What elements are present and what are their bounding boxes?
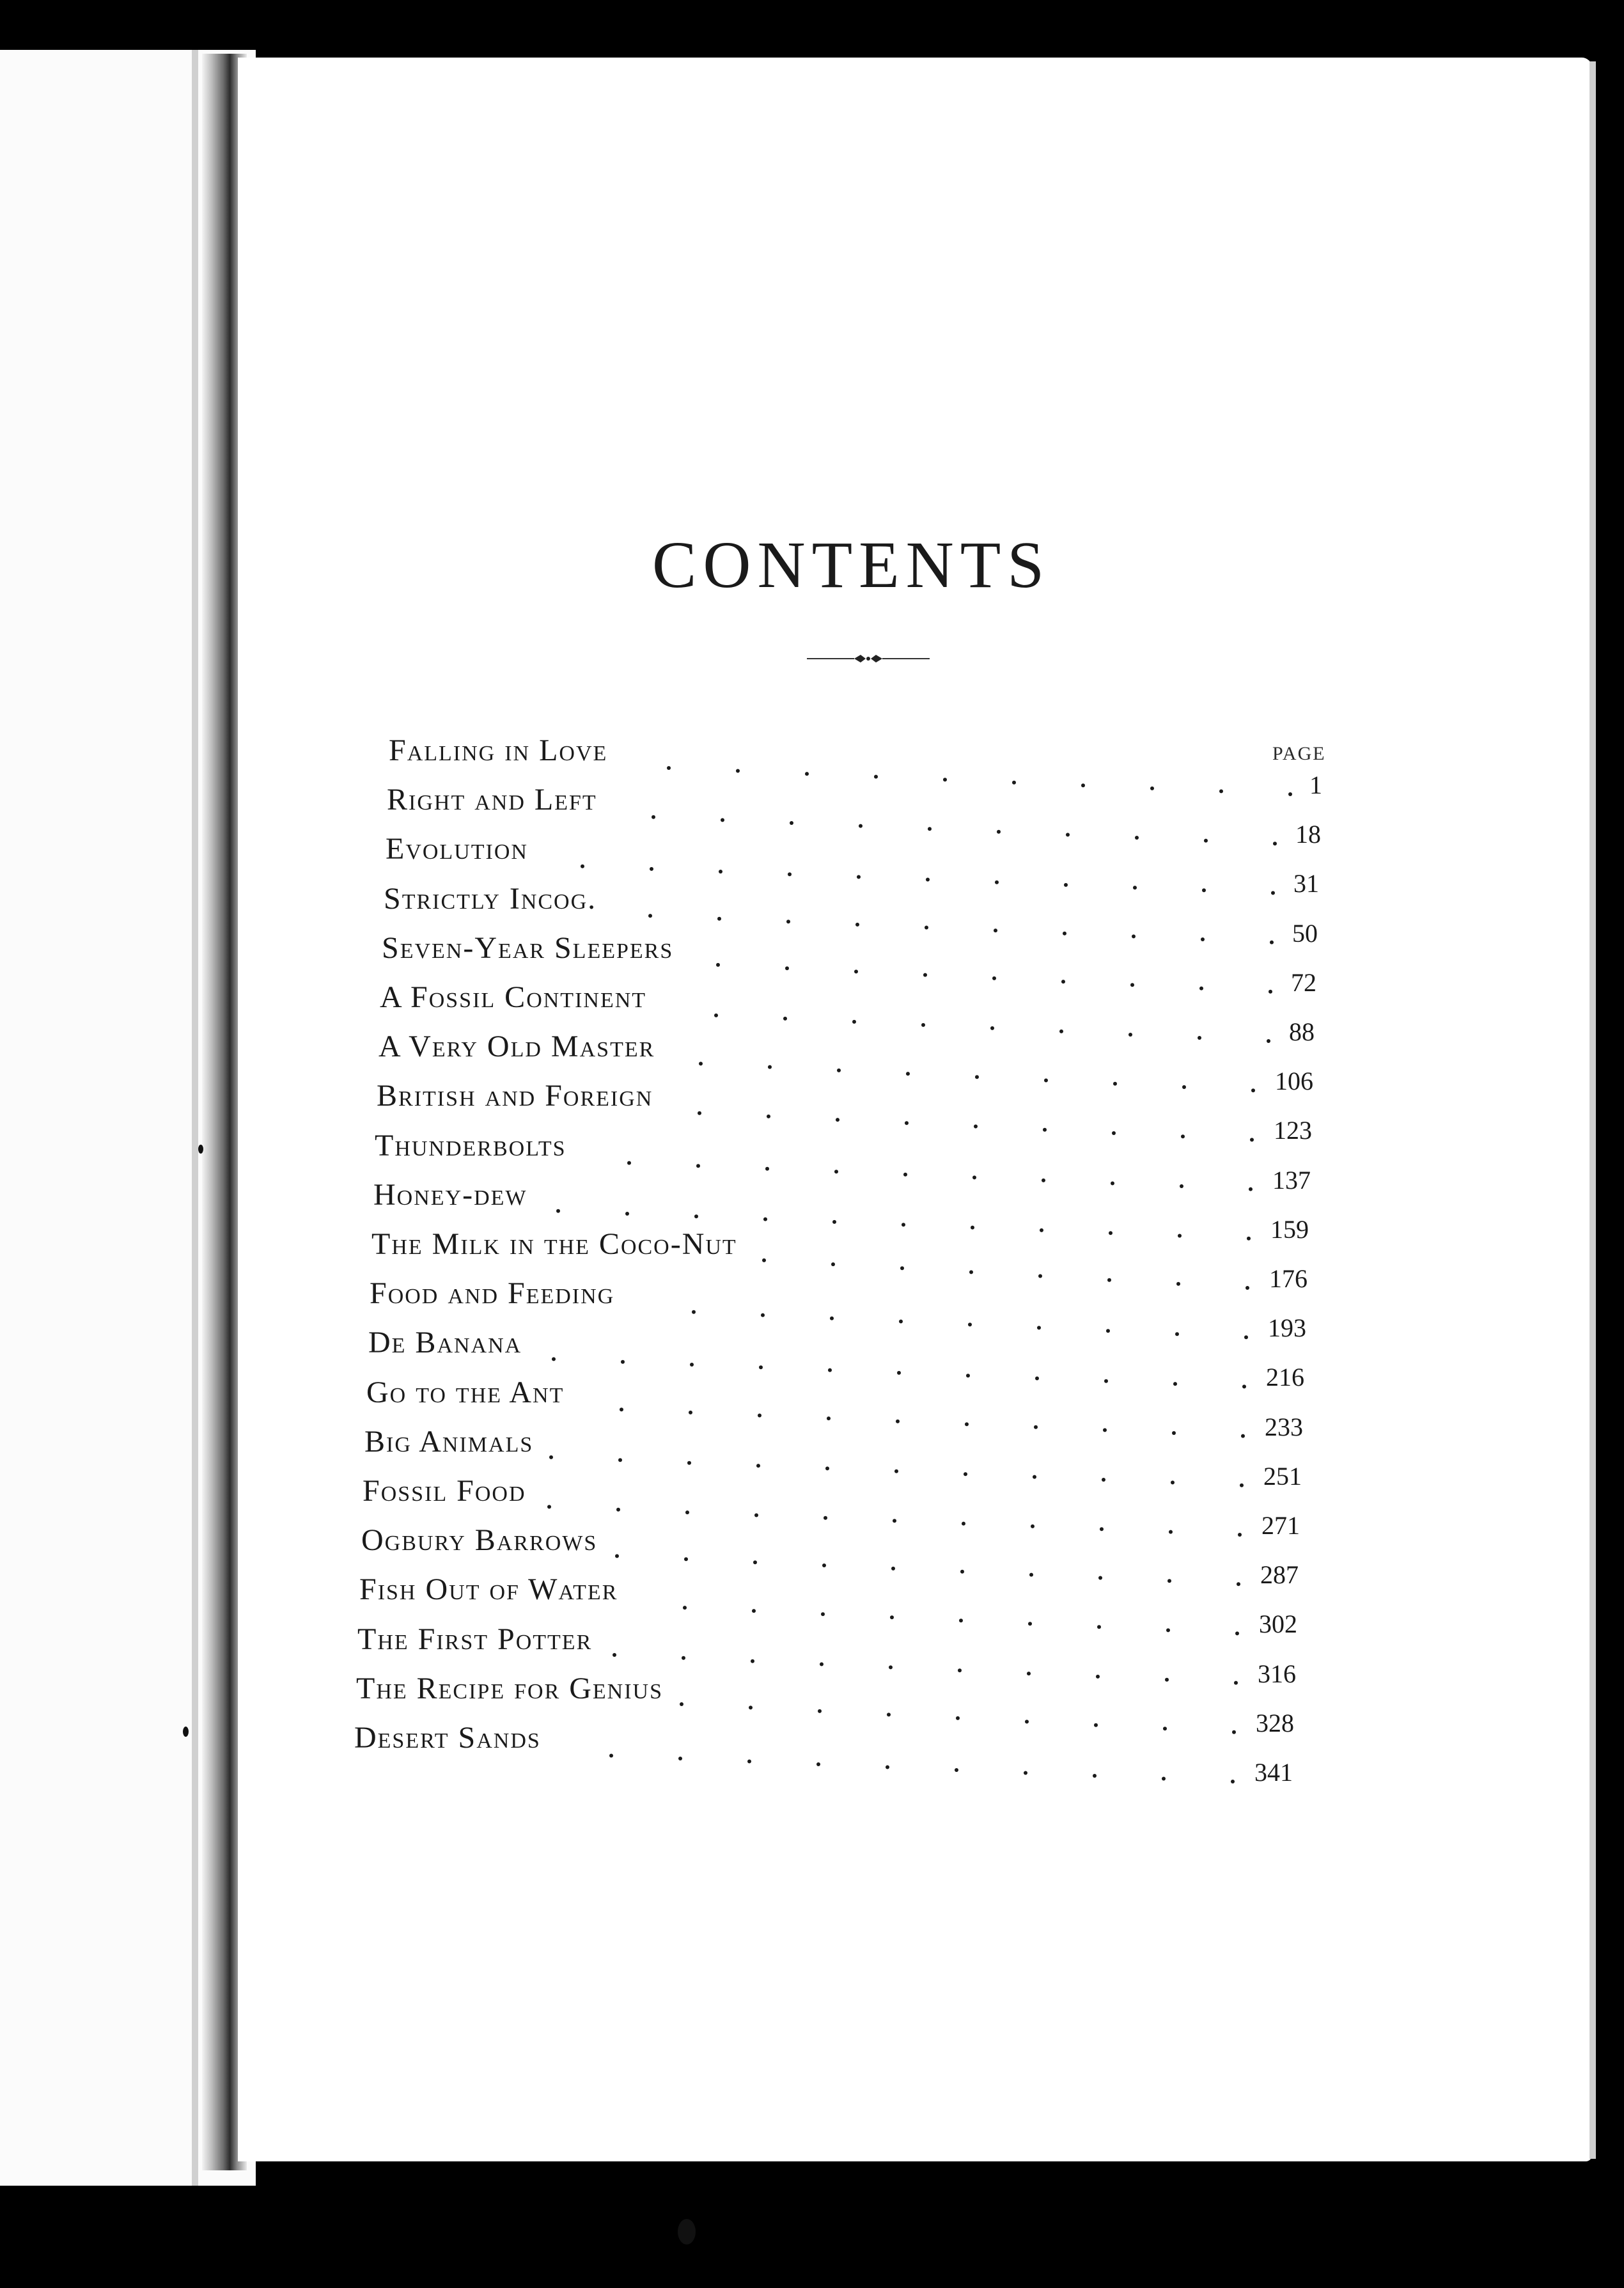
- toc-entry-title: Fish Out of Water: [359, 1572, 618, 1607]
- leader-dot: [1012, 781, 1016, 785]
- leader-dot: [762, 1258, 766, 1262]
- toc-entry-page: 31: [1293, 869, 1319, 898]
- leader-dot: [837, 1069, 841, 1072]
- toc-entry-page: 1: [1309, 771, 1322, 799]
- toc-entry-title: Ogbury Barrows: [361, 1523, 598, 1558]
- leader-dot: [1025, 1720, 1029, 1723]
- leader-dot: [684, 1557, 688, 1561]
- toc-entry-page: 316: [1258, 1659, 1296, 1688]
- leader-dot: [831, 1262, 835, 1266]
- leader-dot: [1107, 1278, 1111, 1282]
- leader-dot: [667, 766, 671, 770]
- toc-entry-page: 18: [1295, 820, 1321, 849]
- leader-dot: [685, 1510, 689, 1514]
- leader-dot: [955, 1768, 958, 1772]
- leader-dot: [896, 1420, 900, 1423]
- leader-dot: [926, 878, 930, 882]
- leader-dot: [972, 1175, 976, 1179]
- leader-dot: [1066, 833, 1070, 836]
- page-title: CONTENTS: [652, 528, 1051, 602]
- leader-dot: [1104, 1379, 1108, 1383]
- toc-entry-page: 341: [1254, 1758, 1293, 1787]
- leader-dot: [652, 815, 655, 819]
- leader-dot: [968, 1322, 972, 1326]
- toc-entry-page: 137: [1272, 1165, 1311, 1195]
- leader-dot: [964, 1472, 967, 1476]
- leader-dot: [965, 1422, 969, 1426]
- leader-dot: [1044, 1079, 1048, 1083]
- toc-entry-title: De Banana: [368, 1326, 522, 1360]
- leader-dot: [621, 1360, 625, 1364]
- leader-dot: [1219, 789, 1223, 793]
- leader-dot: [1181, 1134, 1185, 1138]
- leader-dot: [1163, 1727, 1167, 1730]
- leader-dot: [616, 1508, 620, 1512]
- leader-dot: [736, 769, 740, 773]
- leader-dot: [609, 1754, 613, 1758]
- leader-dot: [905, 1121, 909, 1125]
- toc-entry-page: 176: [1269, 1264, 1308, 1293]
- leader-dot: [854, 969, 858, 973]
- leader-dot: [768, 1065, 772, 1069]
- leader-dot: [1100, 1527, 1104, 1531]
- leader-dot: [678, 1757, 682, 1760]
- leader-dot: [1182, 1085, 1186, 1089]
- toc-dot-leader: [0, 0, 1624, 51]
- leader-dot: [956, 1716, 960, 1720]
- leader-dot: [974, 1125, 978, 1129]
- leader-dot: [680, 1702, 683, 1706]
- leader-dot: [763, 1218, 767, 1221]
- leader-dot: [890, 1615, 894, 1619]
- leader-dot: [759, 1365, 763, 1369]
- leader-dot: [960, 1570, 964, 1574]
- leader-dot: [889, 1665, 893, 1669]
- leader-dot: [997, 830, 1001, 834]
- leader-dot: [943, 778, 947, 781]
- leader-dot: [714, 1014, 718, 1017]
- leader-dot: [1094, 1723, 1098, 1727]
- leader-dot: [893, 1519, 896, 1523]
- leader-dot: [698, 1111, 701, 1115]
- leader-dot: [613, 1653, 616, 1657]
- leader-dot: [754, 1514, 758, 1517]
- leader-dot: [805, 772, 809, 776]
- leader-dot: [696, 1164, 700, 1168]
- leader-dot: [1024, 1771, 1027, 1775]
- leader-dot: [886, 1766, 889, 1769]
- leader-dot: [1097, 1625, 1101, 1629]
- leader-dot: [1029, 1573, 1033, 1577]
- toc-entry-page: 251: [1263, 1461, 1302, 1491]
- leader-dot: [783, 1017, 787, 1021]
- toc-entry-title: A Very Old Master: [379, 1030, 655, 1064]
- toc-entry-title: Falling in Love: [389, 733, 608, 767]
- leader-dot: [994, 929, 997, 932]
- leader-dot: [891, 1567, 895, 1571]
- toc-entry-page: 88: [1289, 1017, 1315, 1046]
- leader-dot: [758, 1414, 761, 1418]
- leader-dot: [1130, 983, 1134, 987]
- leader-dot: [767, 1115, 770, 1118]
- leader-dot: [1102, 1478, 1105, 1482]
- leader-dot: [1204, 839, 1208, 843]
- leader-dot: [821, 1612, 825, 1616]
- leader-dot: [786, 920, 790, 923]
- toc-entry-page: 123: [1274, 1116, 1312, 1145]
- leader-dot: [852, 1020, 856, 1024]
- leader-dot: [822, 1563, 826, 1567]
- leader-dot: [899, 1320, 903, 1324]
- leader-dot: [1031, 1524, 1035, 1528]
- toc-entry-page: 271: [1261, 1511, 1300, 1540]
- leader-dot: [549, 1455, 553, 1459]
- leader-dot: [824, 1516, 827, 1520]
- leader-dot: [1178, 1234, 1182, 1238]
- leader-dot: [1172, 1431, 1176, 1435]
- leader-dot: [857, 875, 861, 879]
- leader-dot: [1109, 1231, 1113, 1235]
- leader-dot: [959, 1618, 963, 1622]
- leader-dot: [1093, 1774, 1097, 1778]
- leader-dot: [627, 1161, 631, 1165]
- leader-dot: [692, 1310, 696, 1314]
- leader-dot: [683, 1606, 687, 1610]
- leader-dot: [756, 1464, 760, 1468]
- leader-dot: [1061, 980, 1065, 983]
- toc-entry-page: 72: [1291, 968, 1316, 997]
- leader-dot: [1113, 1082, 1117, 1086]
- leader-dot: [694, 1214, 698, 1218]
- leader-dot: [790, 821, 793, 825]
- toc-entry-title: A Fossil Continent: [380, 980, 647, 1014]
- leader-dot: [855, 923, 859, 927]
- leader-dot: [897, 1371, 901, 1375]
- toc-entry-title: Big Animals: [364, 1424, 534, 1459]
- toc-entry-page: 50: [1292, 918, 1318, 948]
- leader-dot: [751, 1659, 754, 1663]
- toc-entry-title: British and Foreign: [377, 1079, 653, 1113]
- leader-dot: [990, 1026, 994, 1030]
- toc-entry-page: 328: [1256, 1708, 1294, 1737]
- leader-dot: [992, 976, 996, 980]
- toc-entry-page: 106: [1275, 1067, 1313, 1096]
- toc-entry-page: 302: [1259, 1610, 1297, 1639]
- leader-dot: [699, 1062, 703, 1065]
- leader-dot: [717, 917, 721, 921]
- leader-dot: [552, 1357, 556, 1361]
- leader-dot: [556, 1209, 560, 1213]
- leader-dot: [785, 966, 789, 970]
- leader-dot: [1040, 1228, 1043, 1232]
- toc-entry-page: 216: [1266, 1363, 1304, 1392]
- leader-dot: [969, 1270, 973, 1274]
- leader-dot: [816, 1762, 820, 1766]
- leader-dot: [906, 1072, 910, 1076]
- leader-dot: [1199, 987, 1203, 991]
- leader-dot: [747, 1760, 751, 1764]
- leader-dot: [1133, 886, 1137, 889]
- leader-dot: [615, 1554, 619, 1558]
- leader-dot: [859, 824, 863, 828]
- leader-dot: [1035, 1377, 1039, 1381]
- toc-entry-title: Honey-dew: [373, 1177, 527, 1212]
- leader-dot: [1135, 836, 1139, 840]
- leader-dot: [1132, 934, 1136, 938]
- leader-dot: [825, 1466, 829, 1470]
- leader-dot: [1171, 1480, 1175, 1484]
- leader-dot: [830, 1317, 834, 1320]
- toc-entry-title: Go to the Ant: [366, 1375, 565, 1409]
- leader-dot: [1112, 1131, 1116, 1135]
- toc-entry-title: Evolution: [386, 832, 528, 866]
- leader-dot: [1034, 1425, 1038, 1429]
- leader-dot: [689, 1411, 692, 1414]
- leader-dot: [962, 1522, 965, 1526]
- leader-dot: [753, 1560, 757, 1564]
- leader-dot: [903, 1173, 907, 1177]
- leader-dot: [581, 865, 584, 868]
- leader-dot: [1096, 1675, 1100, 1679]
- leader-dot: [1098, 1576, 1102, 1580]
- leader-dot: [1201, 937, 1205, 941]
- leader-dot: [921, 1023, 925, 1027]
- leader-dot: [752, 1609, 756, 1613]
- leader-dot: [761, 1313, 765, 1317]
- leader-dot: [716, 963, 720, 967]
- toc-entry-page: 233: [1265, 1412, 1303, 1441]
- leader-dot: [765, 1167, 769, 1171]
- leader-dot: [1169, 1530, 1173, 1534]
- toc-entry-title: Right and Left: [387, 783, 597, 817]
- toc-entry-title: Seven-Year Sleepers: [382, 930, 674, 965]
- leader-dot: [894, 1469, 898, 1473]
- leader-dot: [1176, 1282, 1180, 1286]
- toc-entry-title: Thunderbolts: [375, 1128, 566, 1163]
- toc-entry-page: 193: [1268, 1313, 1306, 1343]
- leader-dot: [887, 1712, 891, 1716]
- leader-dot: [648, 914, 652, 918]
- leader-dot: [1202, 888, 1206, 892]
- leader-dot: [1028, 1622, 1032, 1626]
- leader-dot: [650, 867, 653, 871]
- leader-dot: [828, 1368, 832, 1372]
- toc-entry-title: The Milk in the Coco-Nut: [371, 1227, 737, 1261]
- leader-dot: [975, 1075, 979, 1079]
- leader-dot: [1027, 1672, 1031, 1675]
- leader-dot: [818, 1709, 822, 1713]
- leader-dot: [788, 872, 792, 876]
- leader-dot: [749, 1705, 753, 1709]
- leader-dot: [690, 1363, 694, 1367]
- toc-entry-page: 287: [1260, 1560, 1299, 1590]
- leader-dot: [1064, 883, 1068, 887]
- leader-dot: [1063, 932, 1066, 936]
- leader-dot: [923, 973, 927, 977]
- leader-dot: [925, 926, 928, 930]
- leader-dot: [1166, 1628, 1170, 1632]
- leader-dot: [1180, 1184, 1183, 1188]
- leader-dot: [820, 1663, 824, 1666]
- leader-dot: [1043, 1128, 1047, 1132]
- leader-dot: [620, 1407, 623, 1411]
- leader-dot: [1059, 1030, 1063, 1033]
- toc-entry-title: The Recipe for Genius: [356, 1671, 664, 1705]
- leader-dot: [1038, 1274, 1042, 1278]
- toc-entry-page: 159: [1270, 1214, 1309, 1244]
- leader-dot: [958, 1668, 962, 1672]
- leader-dot: [1165, 1678, 1169, 1682]
- toc-entry-title: The First Potter: [357, 1622, 593, 1656]
- leader-dot: [1162, 1777, 1166, 1781]
- leader-dot: [827, 1416, 831, 1420]
- leader-dot: [966, 1374, 970, 1377]
- leader-dot: [721, 818, 724, 822]
- leader-dot: [1081, 783, 1085, 787]
- leader-dot: [971, 1226, 974, 1230]
- leader-dot: [900, 1266, 904, 1270]
- leader-dot: [1033, 1475, 1036, 1479]
- leader-dot: [1042, 1179, 1045, 1182]
- leader-dot: [625, 1212, 629, 1216]
- leader-dot: [834, 1170, 838, 1173]
- leader-dot: [995, 881, 999, 884]
- leader-dot: [836, 1118, 839, 1122]
- leader-dot: [1128, 1033, 1132, 1037]
- toc-entry-title: Fossil Food: [363, 1474, 526, 1508]
- leader-dot: [682, 1656, 685, 1660]
- leader-dot: [687, 1461, 691, 1465]
- leader-dot: [1111, 1182, 1114, 1186]
- toc-entry-title: Strictly Incog.: [384, 881, 597, 916]
- leader-dot: [1167, 1579, 1171, 1583]
- toc-entry-title: Food and Feeding: [370, 1276, 615, 1311]
- leader-dot: [832, 1220, 836, 1224]
- leader-dot: [1103, 1428, 1107, 1432]
- page-column-label: PAGE: [1272, 743, 1326, 764]
- leader-dot: [928, 827, 932, 831]
- leader-dot: [1106, 1329, 1110, 1333]
- leader-dot: [618, 1458, 622, 1462]
- leader-dot: [1037, 1326, 1041, 1329]
- leader-dot: [719, 870, 722, 874]
- leader-dot: [1173, 1382, 1177, 1386]
- leader-dot: [1175, 1332, 1179, 1336]
- leader-dot: [1150, 787, 1154, 790]
- leader-dot: [1198, 1036, 1201, 1040]
- toc-entry-title: Desert Sands: [354, 1721, 541, 1755]
- leader-dot: [547, 1505, 551, 1508]
- leader-dot: [874, 775, 878, 779]
- leader-dot: [902, 1223, 905, 1226]
